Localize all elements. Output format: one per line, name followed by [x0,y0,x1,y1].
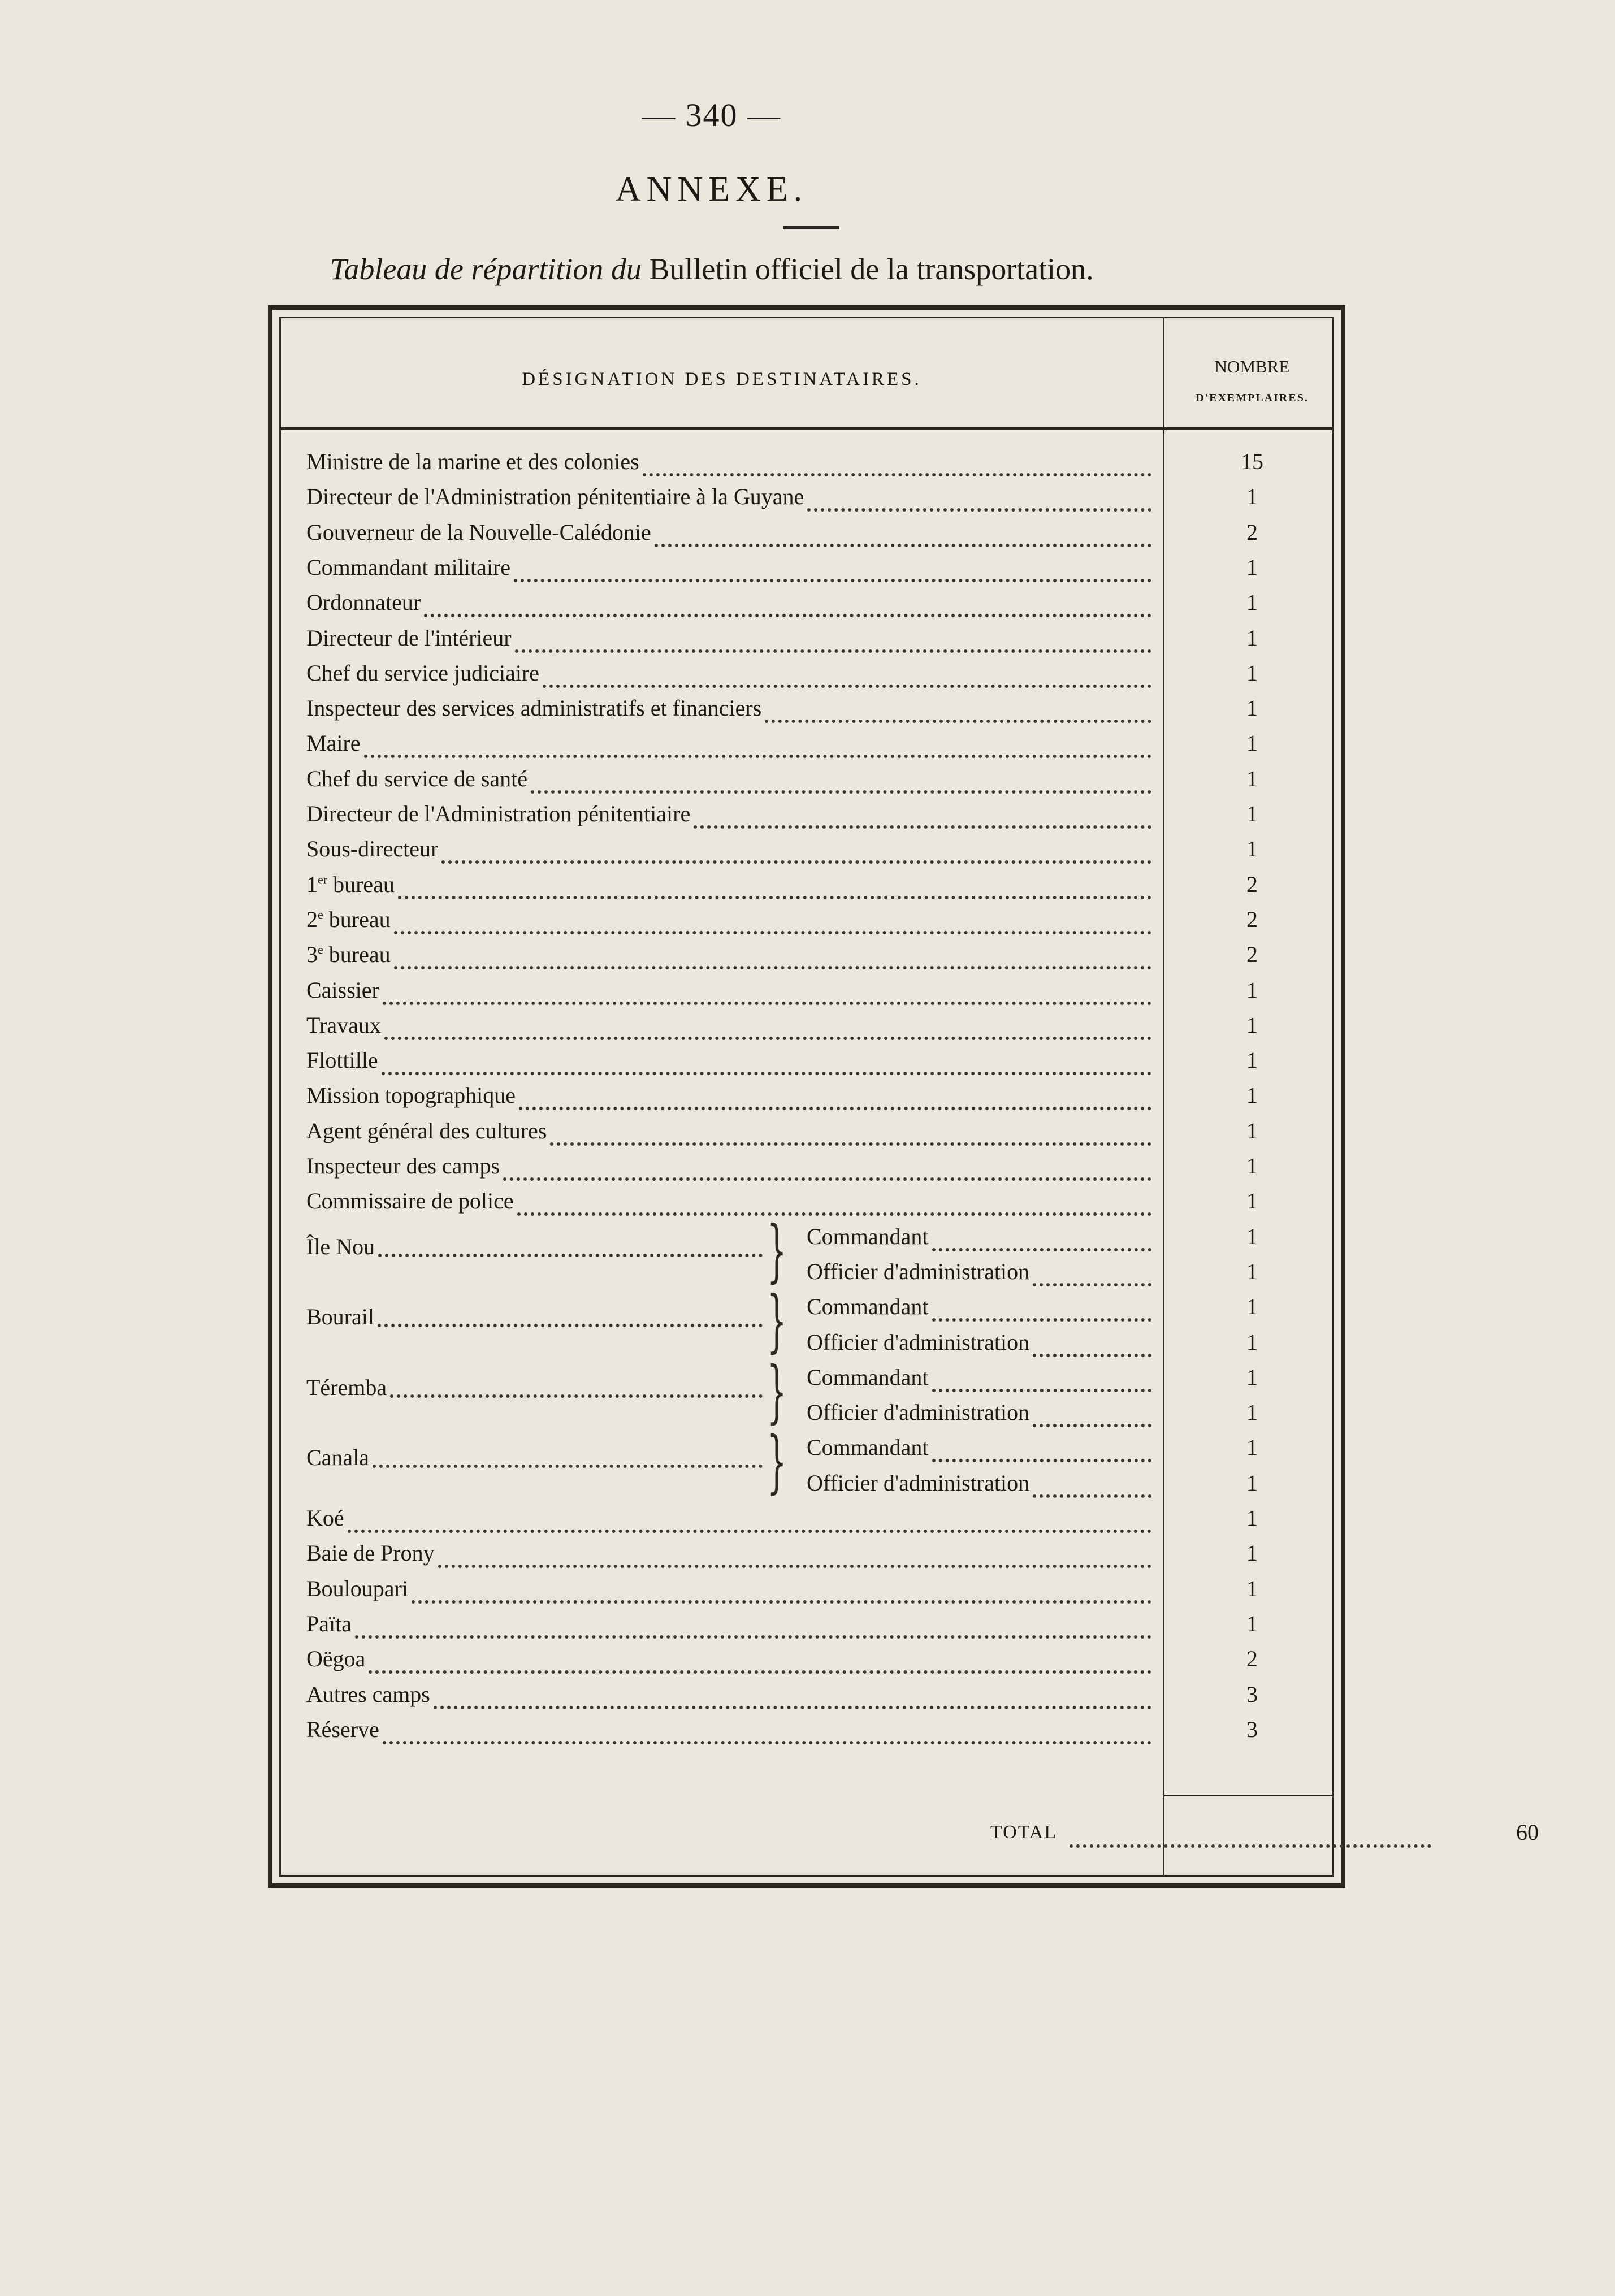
leader-dots [655,527,1151,547]
recipient-label: Ordonnateur [306,590,421,616]
recipient-row [281,977,1338,1012]
recipient-count: 1 [1246,1188,1258,1214]
sub-label: Officier d'administration [807,1258,1030,1284]
group-name: Île Nou [306,1233,375,1259]
recipient-row [281,941,1338,976]
sub-label: Commandant [807,1223,929,1249]
leader-dots [438,1548,1151,1568]
count-header-line1: NOMBRE [1214,357,1290,376]
recipient-label: Travaux [306,1012,381,1038]
heading-rule [783,226,839,229]
sub-label: Commandant [807,1435,929,1461]
leader-dots [694,808,1151,829]
leader-dots [394,949,1151,969]
sub-label: Commandant [807,1364,929,1390]
designation-header: DÉSIGNATION DES DESTINATAIRES. [522,369,922,389]
leader-dots [807,491,1151,512]
recipient-count: 2 [1246,906,1258,932]
location-count: 1 [1246,1575,1258,1601]
recipient-label: Commandant militaire [306,554,511,580]
leader-dots [643,456,1151,476]
location-row [281,1610,1338,1645]
leader-dots [1033,1266,1151,1286]
recipient-row [281,871,1338,906]
location-label: Koé [306,1505,344,1531]
leader-dots [503,1160,1151,1181]
recipient-count: 1 [1246,1012,1258,1038]
ordinal-suffix: e [318,907,323,922]
recipient-count: 1 [1246,730,1258,756]
recipient-row [281,554,1338,589]
ordinal-rest: bureau [323,942,391,968]
recipient-label: Commissaire de police [306,1188,514,1214]
leader-dots [1033,1407,1151,1427]
recipient-row [281,589,1338,624]
location-row [281,1575,1338,1610]
group-name: Canala [306,1445,370,1471]
recipient-count: 2 [1246,519,1258,545]
recipient-row [281,1117,1338,1153]
sub-count: 1 [1246,1258,1258,1284]
recipient-label [306,906,391,933]
leader-dots [382,1055,1151,1075]
recipient-count: 1 [1246,1047,1258,1073]
recipient-label: Ministre de la marine et des colonies [306,449,639,474]
recipient-row [281,800,1338,835]
location-count: 1 [1246,1505,1258,1531]
group-brace: } [767,1352,787,1431]
ordinal-rest: bureau [323,906,391,932]
leader-dots [932,1442,1151,1462]
recipient-count: 1 [1246,1153,1258,1179]
leader-dots [383,1724,1151,1744]
leader-dots [932,1372,1151,1392]
recipient-label: Flottille [306,1047,378,1073]
location-count: 2 [1246,1646,1258,1672]
leader-dots [550,1125,1151,1146]
sub-label: Officier d'administration [807,1470,1030,1496]
location-count: 1 [1246,1610,1258,1636]
recipient-count: 1 [1246,801,1258,826]
recipient-count: 1 [1246,625,1258,651]
leader-dots [765,703,1151,723]
group-name: Téremba [306,1374,387,1400]
recipient-row [281,483,1338,518]
recipient-label: Caissier [306,977,379,1003]
leader-dots [514,562,1151,582]
recipient-row [281,765,1338,800]
table-inner-frame [279,317,1539,1877]
ordinal-suffix: er [318,872,328,887]
total-value: 60 [1516,1820,1539,1845]
location-count: 3 [1246,1681,1258,1707]
recipient-row [281,519,1338,554]
leader-dots [1033,1337,1151,1357]
sub-count: 1 [1246,1400,1258,1426]
leader-dots [434,1689,1151,1709]
recipient-row [281,448,1338,483]
leader-dots [424,597,1151,617]
leader-dots [515,633,1151,653]
leader-dots [384,1020,1151,1040]
leader-dots [932,1231,1151,1251]
total-rule [1164,1795,1332,1796]
header-rule [281,427,1332,430]
recipient-label: Chef du service de santé [306,765,527,791]
distribution-table [268,305,1539,1888]
sub-count: 1 [1246,1364,1258,1390]
recipient-count: 1 [1246,977,1258,1003]
recipient-count: 1 [1246,590,1258,616]
recipient-count: 2 [1246,942,1258,968]
total-leader-dots [1070,1829,1431,1848]
recipient-row [281,1082,1338,1117]
location-row [281,1540,1338,1575]
recipient-label: Inspecteur des camps [306,1153,500,1179]
recipient-row [281,1012,1338,1047]
leader-dots [398,879,1151,899]
subtitle-italic: Tableau de répartition du [330,252,642,286]
recipient-label: Gouverneur de la Nouvelle-Calédonie [306,519,651,545]
ordinal-number: 3 [306,942,318,968]
leader-dots [369,1653,1151,1674]
leader-dots [412,1583,1151,1604]
recipient-row [281,835,1338,870]
recipient-label: Mission topographique [306,1082,516,1108]
group-brace: } [767,1282,787,1361]
recipient-row [281,1153,1338,1188]
leader-dots [383,985,1151,1005]
sub-count: 1 [1246,1329,1258,1355]
sub-count: 1 [1246,1470,1258,1496]
sub-label: Officier d'administration [807,1400,1030,1426]
recipient-count: 2 [1246,871,1258,897]
location-label: Oëgoa [306,1646,366,1672]
group-sub-row [281,1329,1338,1364]
group-name: Bourail [306,1304,374,1330]
recipient-count: 1 [1246,1117,1258,1143]
group-sub-row [281,1434,1338,1469]
recipient-label: Agent général des cultures [306,1117,547,1143]
recipient-label [306,941,391,968]
ordinal-number: 1 [306,871,318,897]
leader-dots [348,1513,1151,1533]
group-brace: } [767,1211,787,1290]
recipient-count: 1 [1246,554,1258,580]
sub-count: 1 [1246,1294,1258,1320]
ordinal-number: 2 [306,906,318,932]
group-sub-row [281,1223,1338,1258]
recipient-count: 1 [1246,836,1258,862]
location-label: Baie de Prony [306,1540,435,1566]
recipient-row [281,906,1338,941]
total-label: TOTAL [990,1822,1058,1843]
group-sub-row [281,1470,1338,1505]
location-count: 1 [1246,1540,1258,1566]
recipient-row [281,1188,1338,1223]
recipient-label: Directeur de l'intérieur [306,625,512,651]
recipient-label: Directeur de l'Administration pénitentiaire [306,801,691,826]
leader-dots [531,773,1151,794]
sub-count: 1 [1246,1223,1258,1249]
leader-dots [519,1090,1151,1110]
recipient-label [306,871,395,898]
recipient-label: Directeur de l'Administration pénitentiaire à la Guyane [306,484,804,510]
leader-dots [932,1301,1151,1322]
group-sub-row [281,1258,1338,1293]
recipient-count: 1 [1246,484,1258,510]
location-row [281,1681,1338,1716]
annexe-heading: ANNEXE. [615,170,808,209]
leader-dots [1033,1478,1151,1498]
sub-label: Officier d'administration [807,1329,1030,1355]
location-row [281,1645,1338,1680]
location-label: Autres camps [306,1681,430,1707]
recipient-row [281,1047,1338,1082]
location-label: Bouloupari [306,1575,408,1601]
recipient-count: 1 [1246,1082,1258,1108]
leader-dots [364,738,1151,758]
page-number: — 340 — [642,97,781,133]
location-row [281,1505,1338,1540]
recipient-row [281,625,1338,660]
recipient-label: Sous-directeur [306,836,439,862]
leader-dots [355,1618,1151,1639]
subtitle-plain: Bulletin officiel de la transportation. [649,252,1094,286]
ordinal-suffix: e [318,942,323,957]
location-count: 3 [1246,1716,1258,1742]
location-label: Réserve [306,1716,379,1742]
leader-dots [543,668,1151,688]
recipient-label: Maire [306,730,361,756]
recipient-count: 15 [1241,449,1263,474]
sub-label: Commandant [807,1294,929,1320]
leader-dots [394,914,1151,934]
location-row [281,1716,1338,1751]
recipient-label: Inspecteur des services administratifs et financiers [306,695,762,721]
count-header-line2: D'EXEMPLAIRES. [1196,392,1309,404]
sub-count: 1 [1246,1435,1258,1461]
leader-dots [517,1195,1151,1216]
recipient-label: Chef du service judiciaire [306,660,540,686]
group-brace: } [767,1423,787,1502]
group-sub-row [281,1293,1338,1328]
table-subtitle [0,252,1423,287]
group-sub-row [281,1364,1338,1399]
recipient-count: 1 [1246,765,1258,791]
recipient-count: 1 [1246,660,1258,686]
leader-dots [441,843,1151,864]
recipient-count: 1 [1246,695,1258,721]
recipient-row [281,695,1338,730]
group-sub-row [281,1399,1338,1434]
recipient-row [281,660,1338,695]
ordinal-rest: bureau [327,871,395,897]
location-label: Païta [306,1610,352,1636]
recipient-row [281,730,1338,765]
